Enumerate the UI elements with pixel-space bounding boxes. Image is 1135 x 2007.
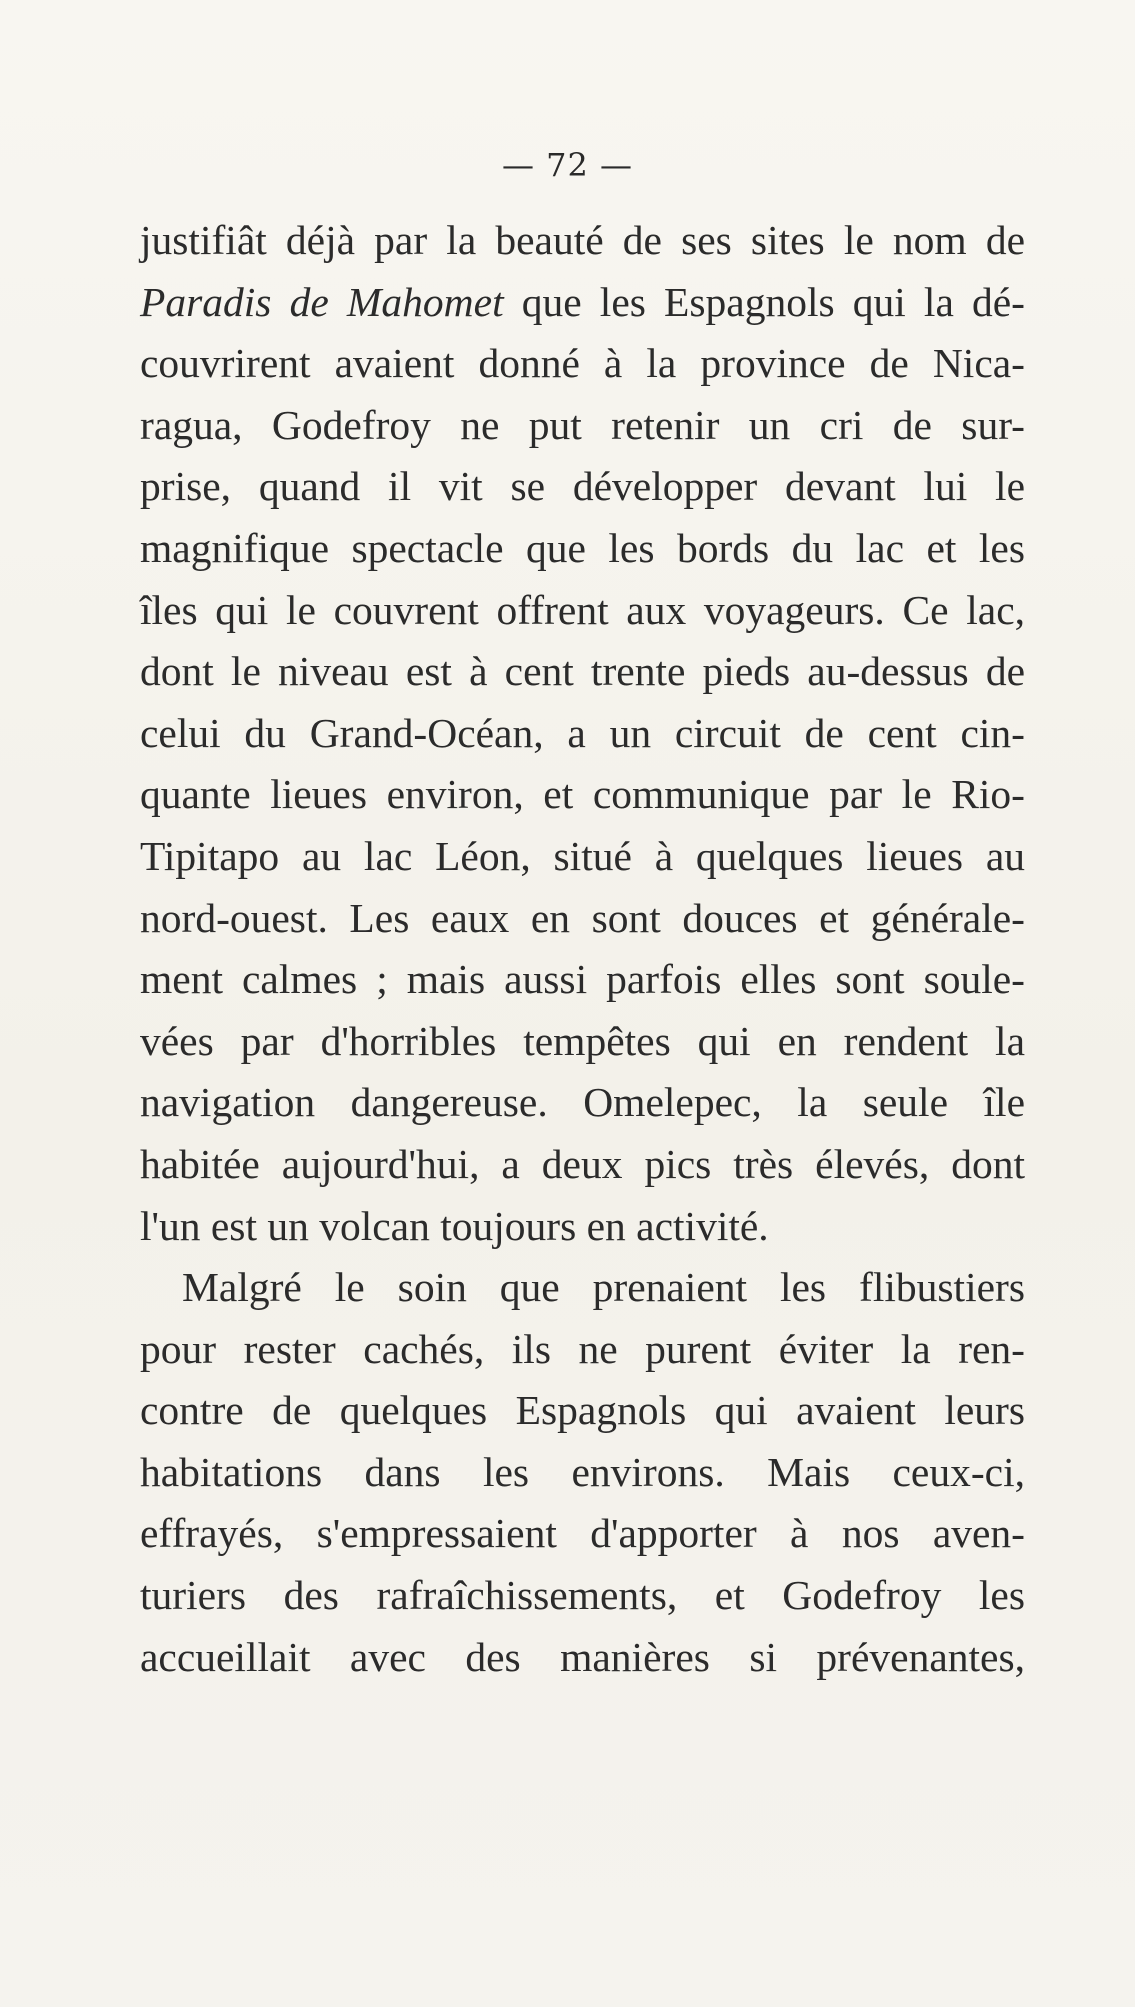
- body-text: [140, 210, 1025, 1688]
- text-line: Malgré le soin que prenaient les flibustiers: [182, 1264, 1025, 1311]
- text-line: quante lieues environ, et communique par le Rio-: [140, 771, 1025, 818]
- text-line: nord-ouest. Les eaux en sont douces et générale-: [140, 894, 1025, 941]
- text-line: accueillait avec des manières si prévenantes,: [140, 1633, 1025, 1680]
- text-line: effrayés, s'empressaient d'apporter à nos aven-: [140, 1510, 1025, 1557]
- page-number: — 72 —: [501, 146, 634, 184]
- text-line: turiers des rafraîchissements, et Godefroy les: [140, 1572, 1025, 1619]
- text-line: habitée aujourd'hui, a deux pics très élevés, dont: [140, 1140, 1025, 1187]
- text-line: l'un est un volcan toujours en activité.: [140, 1202, 769, 1249]
- italic-phrase: Paradis de Mahomet: [140, 278, 504, 325]
- text-line: pour rester cachés, ils ne purent éviter la ren-: [140, 1325, 1025, 1372]
- text-line: habitations dans les environs. Mais ceux-ci,: [140, 1448, 1025, 1495]
- text-line: celui du Grand-Océan, a un circuit de cent cin-: [140, 709, 1025, 756]
- text-line: justifiât déjà par la beauté de ses sites le nom de: [140, 217, 1025, 263]
- line-rest: que les Espagnols qui la dé-: [503, 278, 1025, 325]
- text-line: couvrirent avaient donné à la province de Nica-: [140, 340, 1025, 387]
- text-line: ment calmes ; mais aussi parfois elles sont soule-: [140, 956, 1025, 1003]
- text-line: [140, 272, 1025, 334]
- text-line: Tipitapo au lac Léon, situé à quelques lieues au: [140, 832, 1025, 879]
- text-line: contre de quelques Espagnols qui avaient leurs: [140, 1387, 1025, 1434]
- text-line: navigation dangereuse. Omelepec, la seule île: [140, 1079, 1025, 1126]
- text-line: dont le niveau est à cent trente pieds au-dessus de: [140, 648, 1025, 695]
- text-line: vées par d'horribles tempêtes qui en rendent la: [140, 1017, 1025, 1064]
- text-line: magnifique spectacle que les bords du lac et les: [140, 524, 1025, 571]
- text-line: îles qui le couvrent offrent aux voyageurs. Ce lac,: [140, 586, 1025, 633]
- text-line: prise, quand il vit se développer devant lui le: [140, 463, 1025, 510]
- text-line: ragua, Godefroy ne put retenir un cri de sur-: [140, 401, 1025, 448]
